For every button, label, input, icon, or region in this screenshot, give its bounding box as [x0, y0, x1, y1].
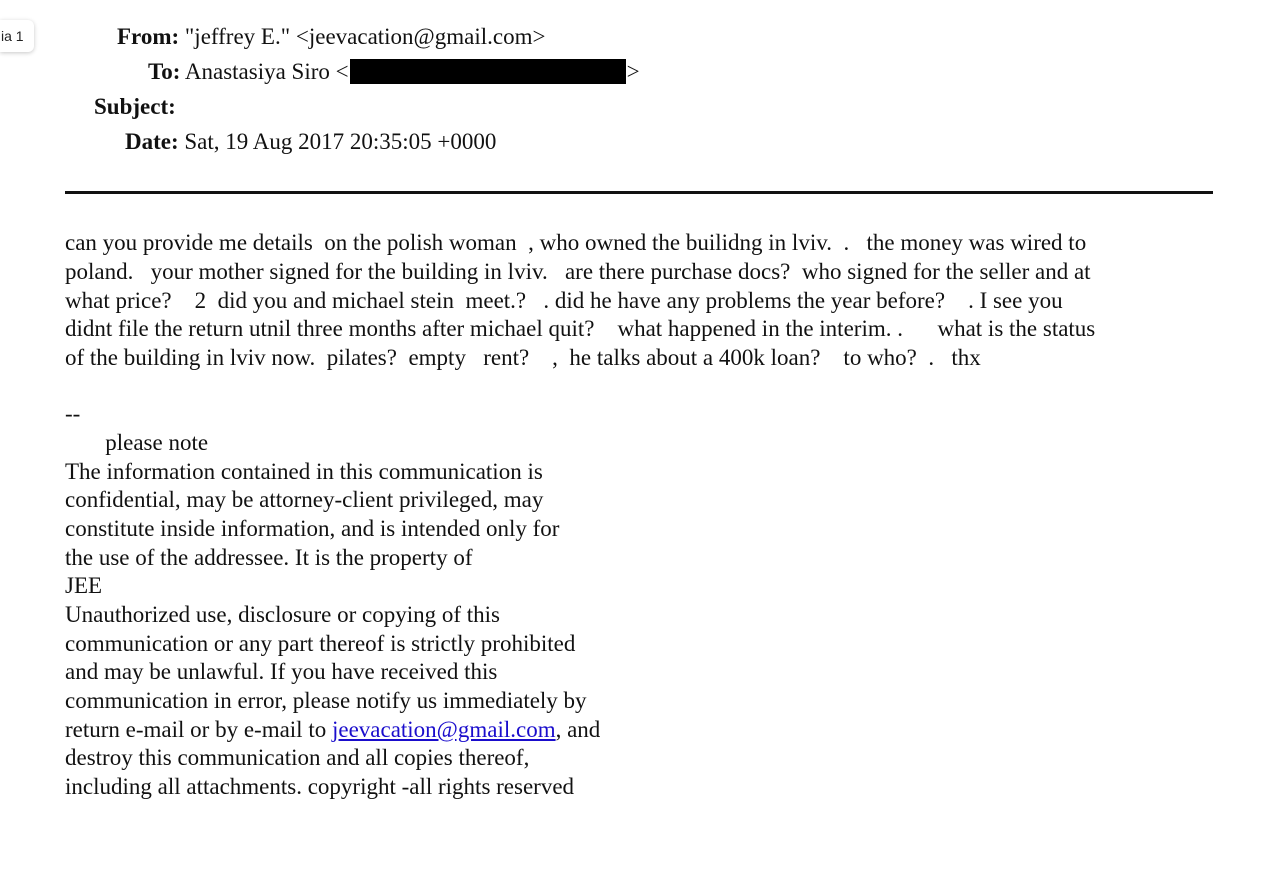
header-divider: [65, 191, 1213, 194]
signature-line: and may be unlawful. If you have received this: [65, 659, 498, 684]
body-line: poland. your mother signed for the building in lviv. are there purchase docs? who signed for the seller and at: [65, 259, 1091, 284]
redaction-block: [350, 59, 626, 84]
from-label: From:: [117, 24, 180, 49]
header-date-row: [125, 128, 496, 156]
signature-separator: --: [65, 401, 81, 426]
body-line: didnt file the return utnil three months after michael quit? what happened in the interim. . what is the status: [65, 316, 1096, 341]
header-to-row: [148, 58, 640, 86]
signature-line: destroy this communication and all copies thereof,: [65, 745, 530, 770]
header-from-row: [117, 23, 545, 51]
to-value-suffix: >: [626, 59, 640, 84]
signature-line: confidential, may be attorney-client privileged, may: [65, 487, 544, 512]
date-label: Date:: [125, 129, 179, 154]
page-indicator-badge: [0, 20, 34, 52]
email-link[interactable]: jeevacation@gmail.com: [331, 717, 556, 742]
return-line-prefix: return e-mail or by e-mail to: [65, 717, 332, 742]
signature-line: communication or any part thereof is strictly prohibited: [65, 631, 576, 656]
signature-line: communication in error, please notify us immediately by: [65, 688, 587, 713]
subject-label: Subject:: [94, 94, 176, 119]
to-value-prefix: Anastasiya Siro <: [184, 59, 349, 84]
body-line: what price? 2 did you and michael stein meet.? . did he have any problems the year before? . I see you: [65, 288, 1063, 313]
signature-note: please note: [65, 430, 209, 455]
header-subject-row: [94, 93, 176, 121]
signature-line: constitute inside information, and is intended only for: [65, 516, 560, 541]
signature-line: Unauthorized use, disclosure or copying of this: [65, 602, 500, 627]
signature-line: JEE: [65, 573, 103, 598]
return-line-suffix: , and: [555, 717, 601, 742]
to-label: To:: [148, 59, 181, 84]
signature-line: The information contained in this communication is: [65, 459, 543, 484]
signature-line: including all attachments. copyright -all rights reserved: [65, 774, 575, 799]
signature-return-line: [65, 716, 600, 745]
page-indicator-label: ia 1: [1, 28, 24, 44]
signature-line: the use of the addressee. It is the property of: [65, 545, 473, 570]
body-line: can you provide me details on the polish woman , who owned the builidng in lviv. . the money was wired to: [65, 230, 1087, 255]
date-value: Sat, 19 Aug 2017 20:35:05 +0000: [184, 129, 497, 154]
body-line: of the building in lviv now. pilates? empty rent? , he talks about a 400k loan? to who? . thx: [65, 345, 981, 370]
from-value: "jeffrey E." <jeevacation@gmail.com>: [184, 24, 546, 49]
